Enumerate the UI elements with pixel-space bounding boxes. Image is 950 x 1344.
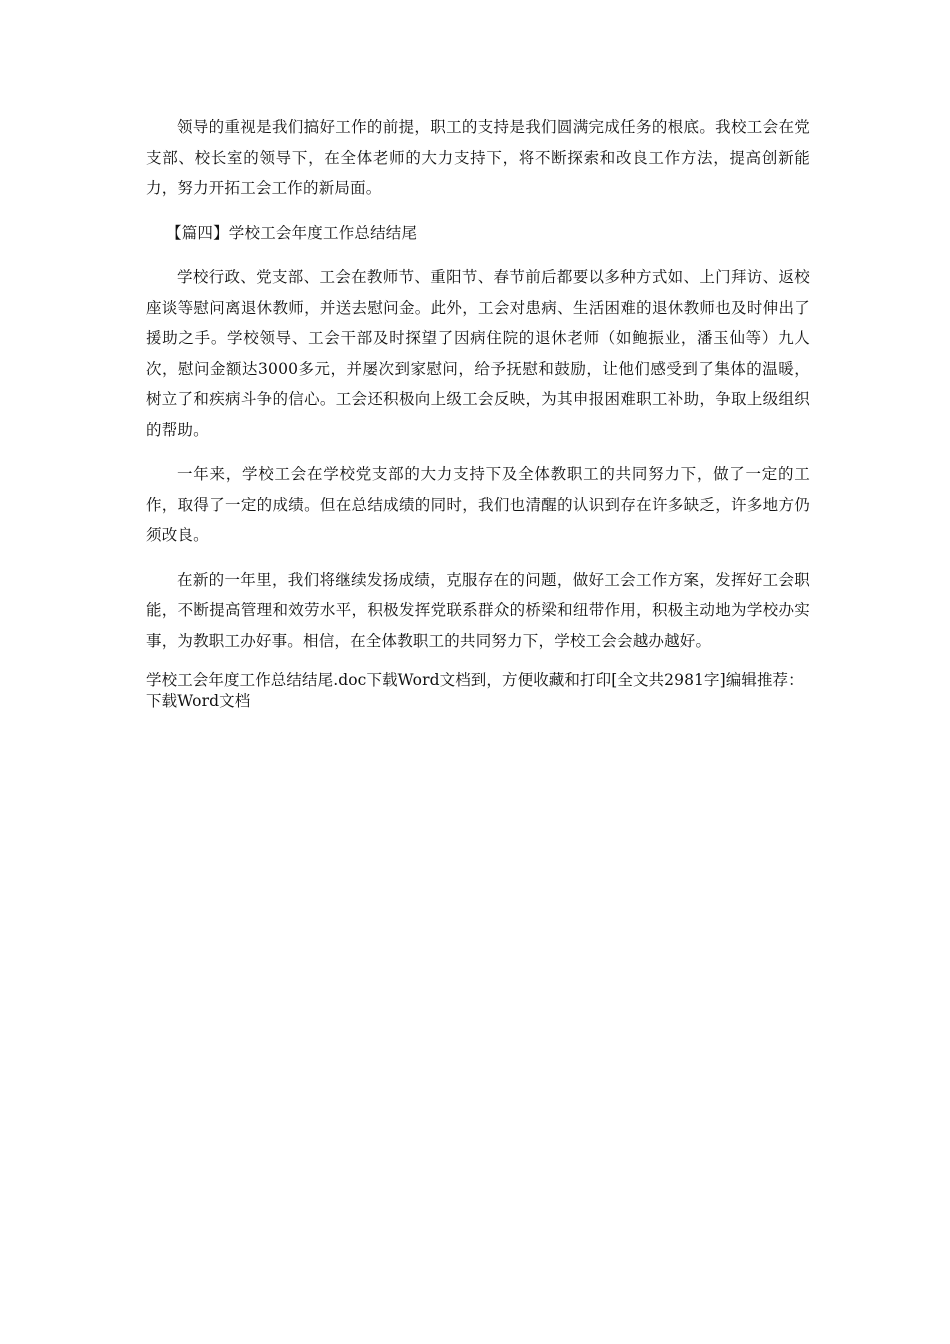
download-note: 学校工会年度工作总结结尾.doc下载Word文档到，方便收藏和打印[全文共2981字]编辑推荐：下载Word文档 — [146, 671, 804, 710]
document-body — [146, 112, 810, 712]
paragraph-new-year-plan: 在新的一年里，我们将继续发扬成绩，克服存在的问题，做好工会工作方案，发挥好工会职能，不断提高管理和效劳水平，积极发挥党联系群众的桥梁和纽带作用，积极主动地为学校办实事，为教职工办好事。相信，在全体教职工的共同努力下，学校工会会越办越好。 — [146, 570, 810, 650]
paragraph-retired-teachers: 学校行政、党支部、工会在教师节、重阳节、春节前后都要以多种方式如、上门拜访、返校座谈等慰问离退休教师，并送去慰问金。此外，工会对患病、生活困难的退休教师也及时伸出了援助之手。学校领导、工会干部及时探望了因病住院的退休老师（如鲍振业，潘玉仙等）九人次，慰问金额达3000多元，并屡次到家慰问，给予抚慰和鼓励，让他们感受到了集体的温暖，树立了和疾病斗争的信心。工会还积极向上级工会反映，为其申报困难职工补助，争取上级组织的帮助。 — [146, 268, 810, 439]
paragraph-leadership-support: 领导的重视是我们搞好工作的前提，职工的支持是我们圆满完成任务的根底。我校工会在党支部、校长室的领导下，在全体老师的大力支持下，将不断探索和改良工作方法，提高创新能力，努力开拓工会工作的新局面。 — [146, 118, 810, 197]
paragraph-year-summary: 一年来，学校工会在学校党支部的大力支持下及全体教职工的共同努力下，做了一定的工作，取得了一定的成绩。但在总结成绩的同时，我们也清醒的认识到存在许多缺乏，许多地方仍须改良。 — [146, 465, 810, 544]
section-heading: 【篇四】学校工会年度工作总结结尾 — [166, 223, 418, 242]
